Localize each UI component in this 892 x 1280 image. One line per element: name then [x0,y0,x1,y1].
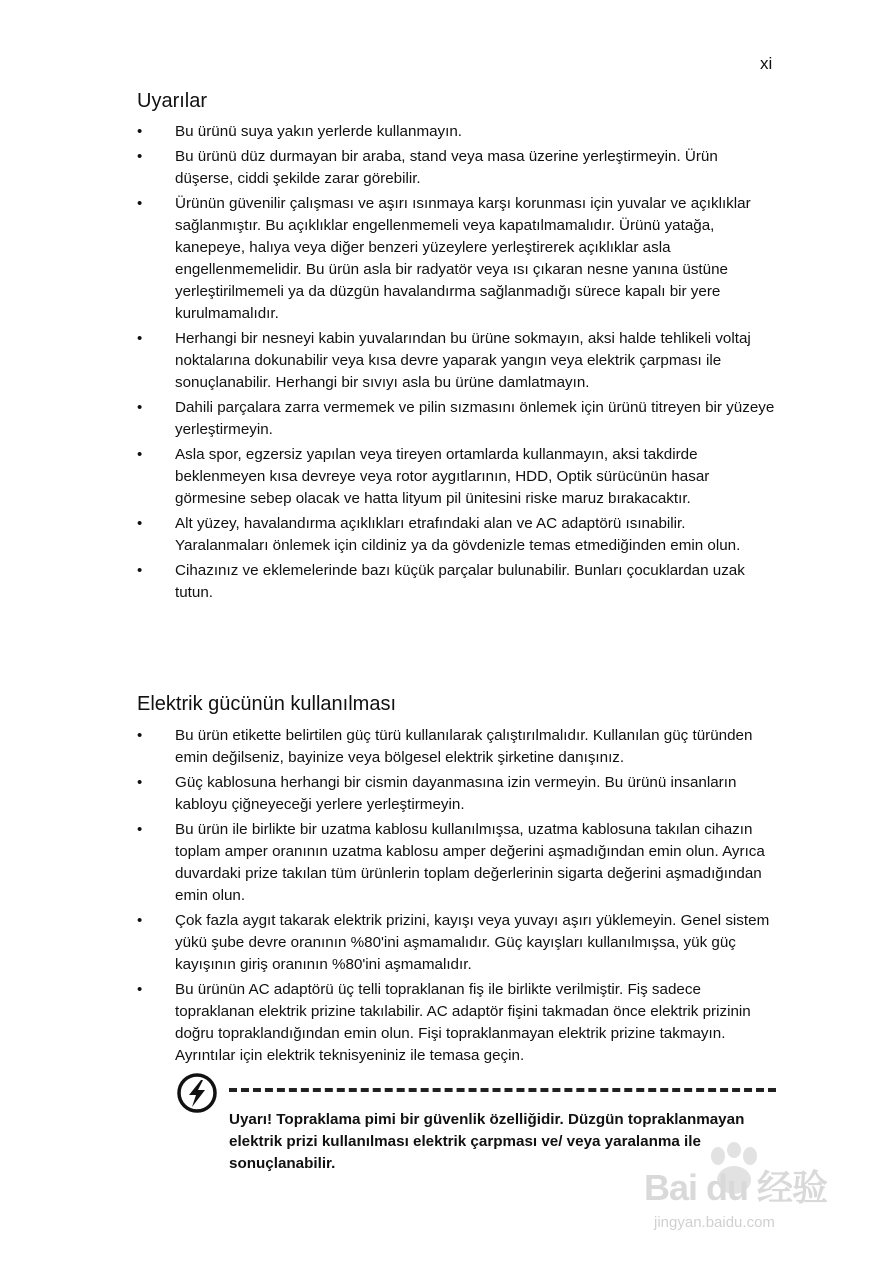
bullet-icon: • [137,399,143,416]
list-item [0,725,775,769]
section-title-uyarilar: Uyarılar [137,90,208,112]
lightning-warning-icon [176,1072,218,1114]
list-item [0,819,775,907]
list-item-text: Herhangi bir nesneyi kabin yuvalarından bu ürüne sokmayın, aksi halde tehlikeli voltaj noktalarına dokunabilir veya kısa devre yaparak yangın veya elektrik çarpması ile sonuçlanabilir. Herhangi bir sıvıyı asla bu ürüne damlatmayın. [175,330,751,391]
bullet-icon: • [137,912,143,929]
page-number: xi [760,54,773,73]
bullet-icon: • [137,821,143,838]
list-item [0,397,775,441]
list-item-text: Güç kablosuna herhangi bir cismin dayanmasına izin vermeyin. Bu ürünü insanların kabloyu çiğneyeceği yerlere yerleştirmeyin. [175,774,737,813]
list-item [0,146,775,190]
list-item [0,910,775,976]
watermark-logo: Bai du 经验 [644,1167,828,1208]
warning-divider [229,1088,776,1092]
warning-text: Uyarı! Topraklama pimi bir güvenlik özelliğidir. Düzgün topraklanmayan elektrik prizi kullanılması elektrik çarpması ve/ veya yaralanma ile sonuçlanabilir. [229,1111,745,1172]
list-item-text: Bu ürünün AC adaptörü üç telli topraklanan fiş ile birlikte verilmiştir. Fiş sadece topraklanan elektrik prizine takılabilir. AC adaptör fişini takmadan önce elektrik prizinin doğru topraklandığından emin olun. Fişi topraklanmayan elektrik prizine takmayın. Ayrıntılar için elektrik teknisyeniniz ile temasa geçin. [175,981,751,1064]
list-item-text: Bu ürünü düz durmayan bir araba, stand veya masa üzerine yerleştirmeyin. Ürün düşerse, ciddi şekilde zarar görebilir. [175,148,718,187]
bullet-icon: • [137,727,143,744]
list-item-text: Çok fazla aygıt takarak elektrik prizini, kayışı veya yuvayı aşırı yüklemeyin. Genel sistem yükü şube devre oranının %80'ini aşmamalıdır. Güç kayışları kullanılmışsa, yük güç kayışının giriş oranının %80'ini aşmamalıdır. [175,912,770,973]
section-title-elektrik: Elektrik gücünün kullanılması [137,693,397,715]
list-item-text: Bu ürün etikette belirtilen güç türü kullanılarak çalıştırılmalıdır. Kullanılan güç türünden emin değilseniz, bayinize veya bölgesel elektrik şirketine danışınız. [175,727,753,766]
watermark-url: jingyan.baidu.com [654,1214,775,1231]
list-item [0,772,775,816]
bullet-list-uyarilar [0,121,892,607]
list-item [0,444,775,510]
bullet-icon: • [137,123,143,140]
list-item-text: Bu ürünü suya yakın yerlerde kullanmayın. [175,123,463,140]
bullet-icon: • [137,195,143,212]
list-item [0,193,775,325]
bullet-icon: • [137,562,143,579]
bullet-icon: • [137,330,143,347]
bullet-icon: • [137,981,143,998]
list-item [0,328,775,394]
list-item-text: Ürünün güvenilir çalışması ve aşırı ısınmaya karşı korunması için yuvalar ve açıklıklar sağlanmıştır. Bu açıklıklar engellenmemeli veya kapatılmamalıdır. Ürünü yatağa, kanepeye, halıya veya diğer benzeri yüzeylere yerleştirerek açıklıklar asla engellenmemelidir. Bu ürün asla bir radyatör veya ısı çıkaran nesne yanına üstüne yerleştirilmemeli ya da düzgün havalandırma sağlanmadığı sürece kapalı bir yere kurulmamalıdır. [175,195,751,322]
list-item-text: Cihazınız ve eklemelerinde bazı küçük parçalar bulunabilir. Bunları çocuklardan uzak tutun. [175,562,745,601]
list-item-text: Dahili parçalara zarra vermemek ve pilin sızmasını önlemek için ürünü titreyen bir yüzeye yerleştirmeyin. [175,399,775,438]
list-item [0,560,775,604]
bullet-icon: • [137,446,143,463]
watermark [640,1138,840,1258]
bullet-icon: • [137,515,143,532]
bullet-list-elektrik [0,725,892,1070]
bullet-icon: • [137,148,143,165]
list-item-text: Bu ürün ile birlikte bir uzatma kablosu kullanılmışsa, uzatma kablosuna takılan cihazın toplam amper oranının uzatma kablosu amper değerini aşmadığından emin olun. Ayrıca duvardaki prize takılan tüm ürünlerin toplam değerlerinin sigarta değerini aşmadığından emin olun. [175,821,765,904]
list-item [0,513,775,557]
bullet-icon: • [137,774,143,791]
list-item-text: Asla spor, egzersiz yapılan veya tireyen ortamlarda kullanmayın, aksi takdirde beklenmeyen kısa devreye veya rotor aygıtlarının, HDD, Optik sürücünün hasar görmesine sebep olacak ve hatta lityum pil ünitesini riske maruz bırakacaktır. [175,446,710,507]
list-item-text: Alt yüzey, havalandırma açıklıkları etrafındaki alan ve AC adaptörü ısınabilir. Yaralanmaları önlemek için cildiniz ya da gövdenizle temas etmediğinden emin olun. [175,515,741,554]
list-item [0,121,775,143]
list-item [0,979,775,1067]
